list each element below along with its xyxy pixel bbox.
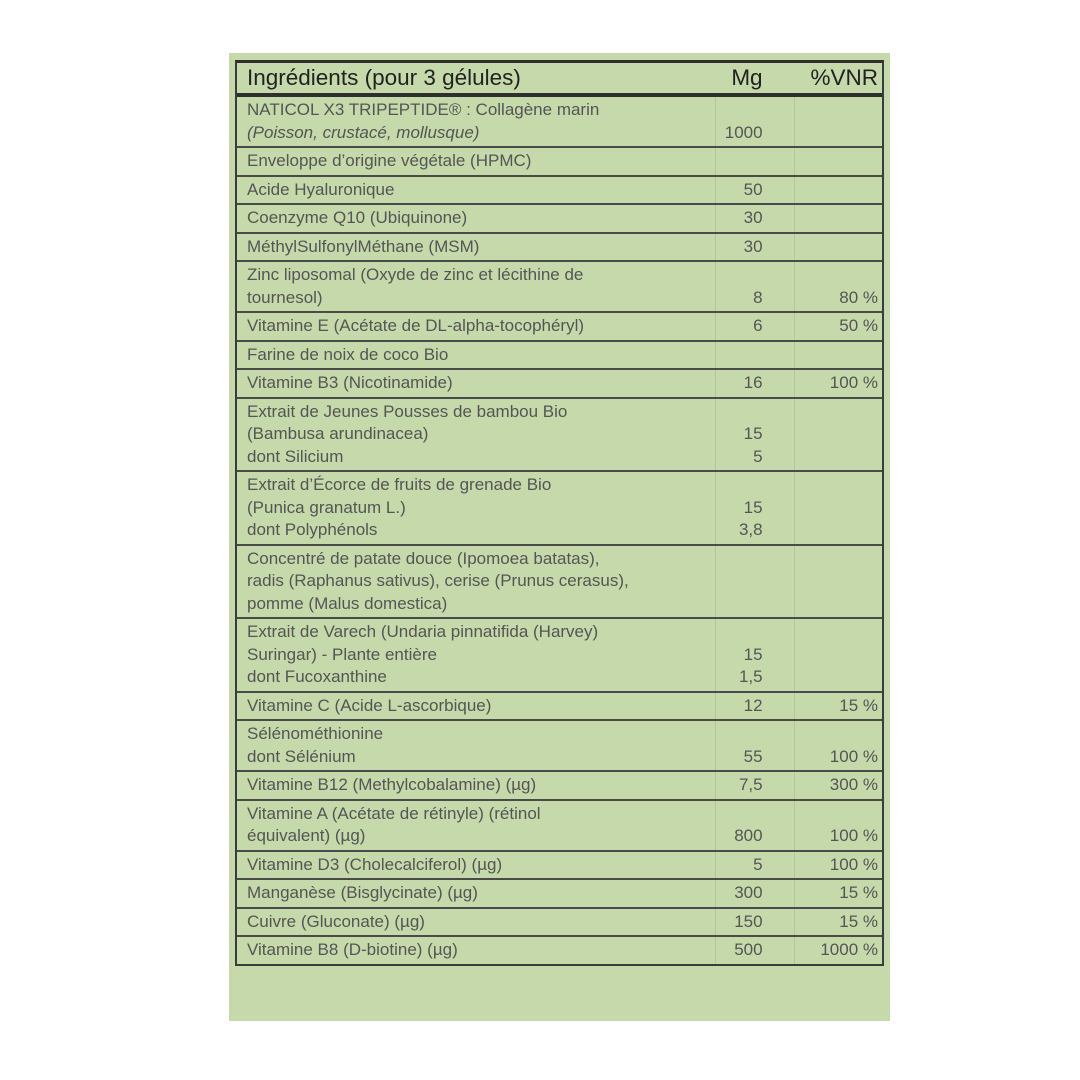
- ingredient-line: Zinc liposomal (Oxyde de zinc et lécithine de: [247, 265, 584, 284]
- column-divider: [715, 313, 716, 340]
- mg-line: 300: [734, 883, 763, 902]
- vnr-line: 100 %: [829, 373, 878, 392]
- ingredient-line: Acide Hyaluronique: [247, 179, 395, 199]
- mg-line: 7,5: [738, 775, 763, 794]
- ingredient-line: dont Sélénium: [247, 746, 356, 766]
- mg-value: [712, 937, 791, 964]
- vnr-line: 80 %: [839, 287, 878, 307]
- ingredient-line: (Punica granatum L.): [247, 497, 406, 517]
- column-divider: [794, 546, 795, 618]
- table-row: [237, 852, 882, 881]
- column-divider: [794, 909, 795, 936]
- column-divider: [715, 177, 716, 204]
- column-divider: [715, 619, 716, 691]
- ingredient-line: Manganèse (Bisglycinate) (µg): [247, 883, 478, 902]
- table-row: [237, 472, 882, 546]
- ingredient-line: Extrait de Varech (Undaria pinnatifida (Harvey): [247, 622, 599, 641]
- ingredient-name: [237, 262, 712, 311]
- vnr-value: [791, 801, 882, 850]
- column-divider: [715, 370, 716, 397]
- ingredient-line: Enveloppe d’origine végétale (HPMC): [247, 151, 532, 170]
- column-divider: [715, 721, 716, 770]
- mg-value: [712, 693, 791, 720]
- vnr-value: [791, 693, 882, 720]
- vnr-value: [791, 177, 882, 204]
- column-divider: [715, 342, 716, 369]
- mg-value: [712, 234, 791, 261]
- table-header-row: [237, 63, 882, 97]
- mg-line: 6: [753, 316, 763, 335]
- ingredient-name: [237, 880, 712, 907]
- column-divider: [715, 801, 716, 850]
- column-divider: [794, 472, 795, 544]
- column-divider: [794, 205, 795, 232]
- mg-value: [712, 313, 791, 340]
- mg-value: [712, 148, 791, 175]
- mg-value: [712, 399, 791, 471]
- ingredient-line: NATICOL X3 TRIPEPTIDE® : Collagène marin: [247, 100, 600, 119]
- column-divider: [715, 97, 716, 146]
- column-divider: [794, 262, 795, 311]
- mg-value: [712, 370, 791, 397]
- ingredient-line: Vitamine B8 (D-biotine) (µg): [247, 940, 458, 959]
- mg-value: [712, 342, 791, 369]
- column-divider: [794, 313, 795, 340]
- mg-value: [712, 721, 791, 770]
- vnr-value: [791, 721, 882, 770]
- column-divider: [794, 937, 795, 964]
- column-divider: [715, 234, 716, 261]
- vnr-line: 1000 %: [820, 940, 878, 959]
- column-divider: [715, 880, 716, 907]
- ingredient-line: Suringar) - Plante entière: [247, 644, 437, 664]
- vnr-value: [791, 97, 882, 146]
- column-divider: [794, 772, 795, 799]
- table-row: [237, 342, 882, 371]
- table-row: [237, 546, 882, 620]
- vnr-value: [791, 399, 882, 471]
- vnr-value: [791, 205, 882, 232]
- mg-line: 15: [743, 644, 763, 664]
- table-row: [237, 205, 882, 234]
- ingredient-line: radis (Raphanus sativus), cerise (Prunus cerasus),: [247, 571, 629, 590]
- header-ingredients: Ingrédients (pour 3 gélules): [247, 64, 521, 90]
- table-row: [237, 370, 882, 399]
- mg-line: 1000: [724, 122, 763, 142]
- ingredient-line: Vitamine A (Acétate de rétinyle) (rétinol: [247, 803, 541, 823]
- ingredient-name: [237, 546, 712, 618]
- vnr-value: [791, 619, 882, 691]
- mg-value: [712, 909, 791, 936]
- column-divider: [715, 205, 716, 232]
- mg-line: 16: [743, 373, 763, 392]
- column-divider: [794, 370, 795, 397]
- ingredient-name: [237, 772, 712, 799]
- vnr-line: 100 %: [829, 746, 878, 766]
- ingredient-name: [237, 852, 712, 879]
- ingredient-line: dont Polyphénols: [247, 520, 378, 539]
- column-divider: [794, 177, 795, 204]
- ingredient-line: dont Fucoxanthine: [247, 667, 387, 686]
- mg-value: [712, 205, 791, 232]
- column-divider: [715, 148, 716, 175]
- mg-line: 5: [753, 446, 763, 466]
- mg-line: 5: [753, 854, 763, 874]
- ingredients-panel: [229, 53, 890, 1021]
- ingredient-name: [237, 313, 712, 340]
- table-row: [237, 619, 882, 693]
- table-row: [237, 399, 882, 473]
- ingredient-name: [237, 97, 712, 146]
- table-row: [237, 937, 882, 964]
- ingredients-table: [235, 60, 884, 966]
- ingredient-name: [237, 370, 712, 397]
- mg-value: [712, 97, 791, 146]
- mg-value: [712, 852, 791, 879]
- vnr-value: [791, 546, 882, 618]
- ingredient-name: [237, 801, 712, 850]
- table-row: [237, 909, 882, 938]
- column-divider: [794, 97, 795, 146]
- ingredient-name: [237, 177, 712, 204]
- column-divider: [794, 234, 795, 261]
- ingredient-line: dont Silicium: [247, 446, 344, 466]
- table-row: [237, 772, 882, 801]
- ingredient-name: [237, 909, 712, 936]
- mg-line: 8: [753, 287, 763, 307]
- ingredient-line: équivalent) (µg): [247, 826, 366, 845]
- vnr-value: [791, 262, 882, 311]
- column-divider: [715, 909, 716, 936]
- column-divider: [715, 937, 716, 964]
- table-row: [237, 880, 882, 909]
- vnr-value: [791, 148, 882, 175]
- mg-line: 12: [743, 695, 763, 715]
- ingredient-name: [237, 342, 712, 369]
- vnr-line: 100 %: [829, 826, 878, 845]
- table-row: [237, 721, 882, 772]
- ingredient-name: [237, 148, 712, 175]
- vnr-value: [791, 909, 882, 936]
- ingredient-line: Vitamine E (Acétate de DL-alpha-tocophéryl): [247, 316, 585, 335]
- ingredient-name: [237, 619, 712, 691]
- ingredient-line: pomme (Malus domestica): [247, 593, 448, 613]
- ingredient-name: [237, 937, 712, 964]
- ingredient-name: [237, 234, 712, 261]
- vnr-value: [791, 852, 882, 879]
- ingredient-line: Vitamine B12 (Methylcobalamine) (µg): [247, 775, 537, 794]
- header-mg: Mg: [731, 64, 763, 90]
- ingredient-line: Vitamine B3 (Nicotinamide): [247, 373, 453, 392]
- ingredient-line: (Bambusa arundinacea): [247, 424, 429, 443]
- ingredient-line: Concentré de patate douce (Ipomoea batatas),: [247, 548, 600, 568]
- ingredient-name: [237, 399, 712, 471]
- column-divider: [715, 472, 716, 544]
- table-row: [237, 177, 882, 206]
- mg-value: [712, 880, 791, 907]
- mg-value: [712, 262, 791, 311]
- column-divider: [794, 801, 795, 850]
- vnr-value: [791, 937, 882, 964]
- ingredient-line: Sélénométhionine: [247, 724, 384, 743]
- mg-line: 15: [743, 497, 763, 517]
- column-divider: [715, 399, 716, 471]
- mg-value: [712, 472, 791, 544]
- mg-line: 55: [743, 746, 763, 766]
- column-divider: [715, 546, 716, 618]
- mg-line: 30: [743, 208, 763, 227]
- mg-value: [712, 177, 791, 204]
- vnr-value: [791, 772, 882, 799]
- mg-value: [712, 772, 791, 799]
- column-divider: [794, 721, 795, 770]
- ingredient-line: tournesol): [247, 287, 323, 307]
- column-divider: [715, 852, 716, 879]
- vnr-value: [791, 342, 882, 369]
- column-divider: [715, 772, 716, 799]
- mg-line: 1,5: [738, 667, 763, 686]
- ingredient-line: (Poisson, crustacé, mollusque): [247, 122, 480, 142]
- mg-line: 30: [743, 236, 763, 256]
- table-row: [237, 262, 882, 313]
- column-divider: [715, 262, 716, 311]
- table-row: [237, 234, 882, 263]
- mg-line: 15: [743, 424, 763, 443]
- mg-line: 150: [734, 911, 763, 931]
- vnr-line: 15 %: [839, 911, 878, 931]
- ingredient-name: [237, 721, 712, 770]
- vnr-value: [791, 880, 882, 907]
- mg-value: [712, 546, 791, 618]
- mg-value: [712, 619, 791, 691]
- ingredient-line: Coenzyme Q10 (Ubiquinone): [247, 208, 468, 227]
- table-row: [237, 148, 882, 177]
- vnr-line: 50 %: [839, 316, 878, 335]
- column-divider: [794, 619, 795, 691]
- column-divider: [794, 399, 795, 471]
- ingredient-line: Extrait d’Écorce de fruits de grenade Bio: [247, 475, 552, 494]
- vnr-line: 15 %: [839, 883, 878, 902]
- column-divider: [794, 342, 795, 369]
- table-row: [237, 97, 882, 148]
- vnr-line: 15 %: [839, 695, 878, 715]
- vnr-value: [791, 472, 882, 544]
- ingredient-line: Vitamine D3 (Cholecalciferol) (µg): [247, 854, 503, 874]
- column-divider: [794, 693, 795, 720]
- table-row: [237, 313, 882, 342]
- ingredient-line: Vitamine C (Acide L-ascorbique): [247, 695, 492, 715]
- column-divider: [794, 852, 795, 879]
- ingredient-line: Extrait de Jeunes Pousses de bambou Bio: [247, 401, 568, 421]
- mg-line: 500: [734, 940, 763, 959]
- ingredient-line: Cuivre (Gluconate) (µg): [247, 911, 425, 931]
- column-divider: [794, 880, 795, 907]
- ingredient-name: [237, 205, 712, 232]
- mg-value: [712, 801, 791, 850]
- column-divider: [794, 148, 795, 175]
- mg-line: 3,8: [738, 520, 763, 539]
- ingredient-name: [237, 472, 712, 544]
- vnr-value: [791, 313, 882, 340]
- table-row: [237, 693, 882, 722]
- vnr-line: 100 %: [829, 854, 878, 874]
- mg-line: 800: [734, 826, 763, 845]
- header-vnr: %VNR: [810, 64, 878, 90]
- column-divider: [715, 693, 716, 720]
- ingredient-line: MéthylSulfonylMéthane (MSM): [247, 236, 480, 256]
- table-row: [237, 801, 882, 852]
- mg-line: 50: [743, 179, 763, 199]
- vnr-value: [791, 370, 882, 397]
- ingredient-name: [237, 693, 712, 720]
- ingredient-line: Farine de noix de coco Bio: [247, 344, 449, 364]
- vnr-value: [791, 234, 882, 261]
- vnr-line: 300 %: [829, 775, 878, 794]
